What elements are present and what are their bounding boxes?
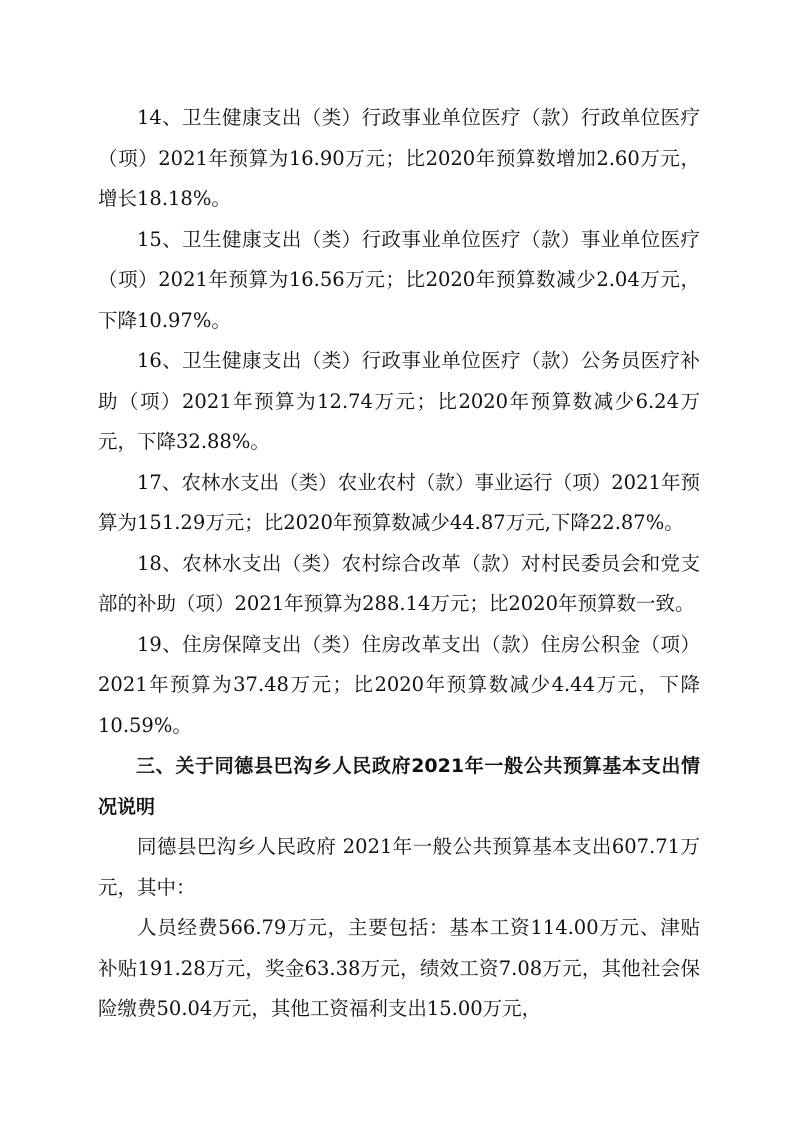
section-heading: 三、关于同德县巴沟乡人民政府2021年一般公共预算基本支出情况说明	[98, 755, 700, 818]
paragraph-item-14: 14、卫生健康支出（类）行政事业单位医疗（款）行政单位医疗（项）2021年预算为16.90万元；比2020年预算数增加2.60万元，增长18.18%。	[98, 106, 700, 210]
basic-expenditure-summary: 同德县巴沟乡人民政府 2021年一般公共预算基本支出607.71万元，其中：	[98, 835, 700, 899]
paragraph-item-18: 18、农林水支出（类）农村综合改革（款）对村民委员会和党支部的补助（项）2021年预算为288.14万元；比2020年预算数一致。	[98, 551, 700, 615]
document-body	[98, 98, 700, 1030]
paragraph-item-15: 15、卫生健康支出（类）行政事业单位医疗（款）事业单位医疗（项）2021年预算为16.56万元；比2020年预算数减少2.04万元，下降10.97%。	[98, 227, 700, 332]
personnel-expenses-paragraph: 人员经费566.79万元，主要包括：基本工资114.00万元、津贴补贴191.28万元，奖金63.38万元，绩效工资7.08万元，其他社会保险缴费50.04万元，其他工资福利支出15.00万元，	[98, 916, 700, 1020]
paragraph-item-19: 19、住房保障支出（类）住房改革支出（款）住房公积金（项）2021年预算为37.48万元；比2020年预算数减少4.44万元，下降10.59%。	[98, 632, 700, 737]
paragraph-item-17: 17、农林水支出（类）农业农村（款）事业运行（项）2021年预算为151.29万元；比2020年预算数减少44.87万元,下降22.87%。	[98, 470, 700, 534]
paragraph-item-16: 16、卫生健康支出（类）行政事业单位医疗（款）公务员医疗补助（项）2021年预算为12.74万元；比2020年预算数减少6.24万元，下降32.88%。	[98, 349, 700, 453]
